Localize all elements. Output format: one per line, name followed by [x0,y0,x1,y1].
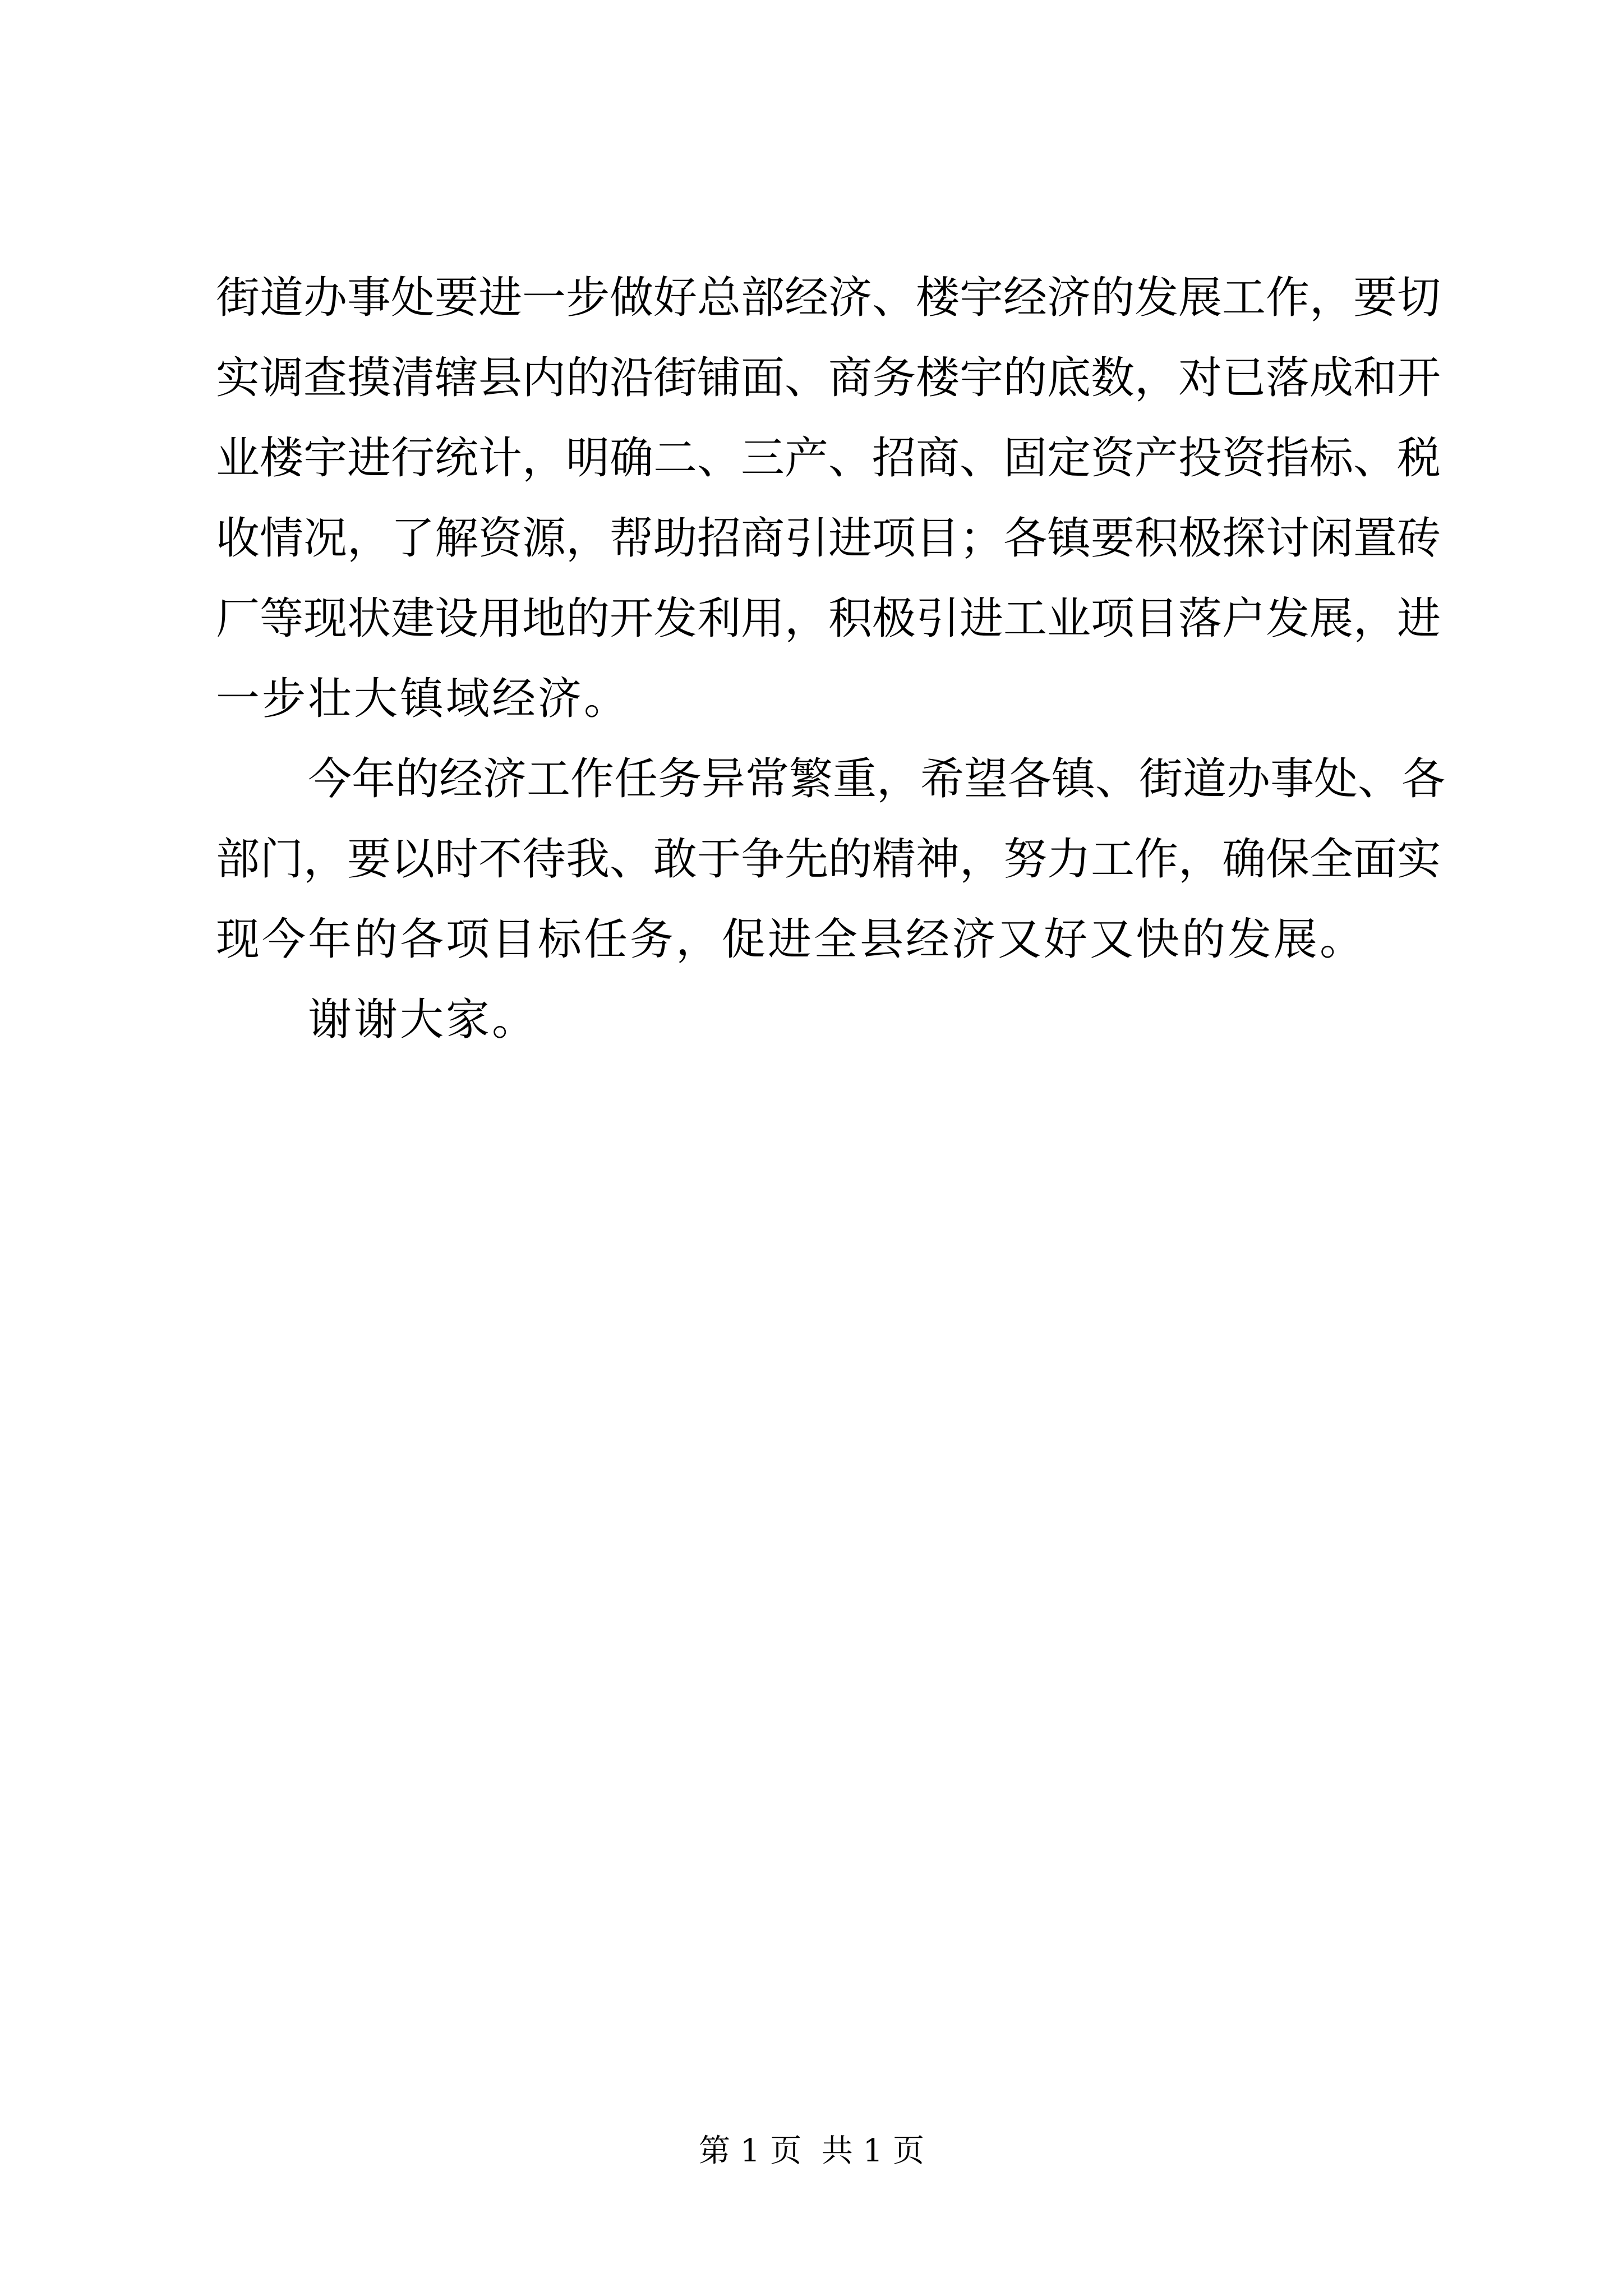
paragraph-line: 街道办事处要进一步做好总部经济、楼宇经济的发展工作，要切 [216,273,1441,323]
paragraph-line: 收情况，了解资源，帮助招商引进项目；各镇要积极探讨闲置砖 [216,513,1441,564]
paragraph-line: 部门，要以时不待我、敢于争先的精神，努力工作，确保全面实 [216,834,1441,885]
paragraph-3 [216,980,1427,1060]
document-body [216,258,1446,1060]
paragraph-line: 实调查摸清辖县内的沿街铺面、商务楼宇的底数，对已落成和开 [216,353,1441,403]
paragraph-line: 现今年的各项目标任务，促进全县经济又好又快的发展。 [216,914,1366,965]
paragraph-2 [216,739,1446,980]
paragraph-line: 谢谢大家。 [308,995,538,1045]
paragraph-line: 一步壮大镇域经济。 [216,674,630,724]
page-footer [0,2129,1623,2174]
paragraph-line: 今年的经济工作任务异常繁重，希望各镇、街道办事处、各 [308,754,1446,804]
paragraph-line: 业楼宇进行统计，明确二、三产、招商、固定资产投资指标、税 [216,433,1441,484]
paragraph-line: 厂等现状建设用地的开发利用，积极引进工业项目落户发展，进 [216,593,1441,644]
page-number-label: 第 1 页 共 1 页 [698,2133,925,2169]
paragraph-1 [216,258,1441,739]
